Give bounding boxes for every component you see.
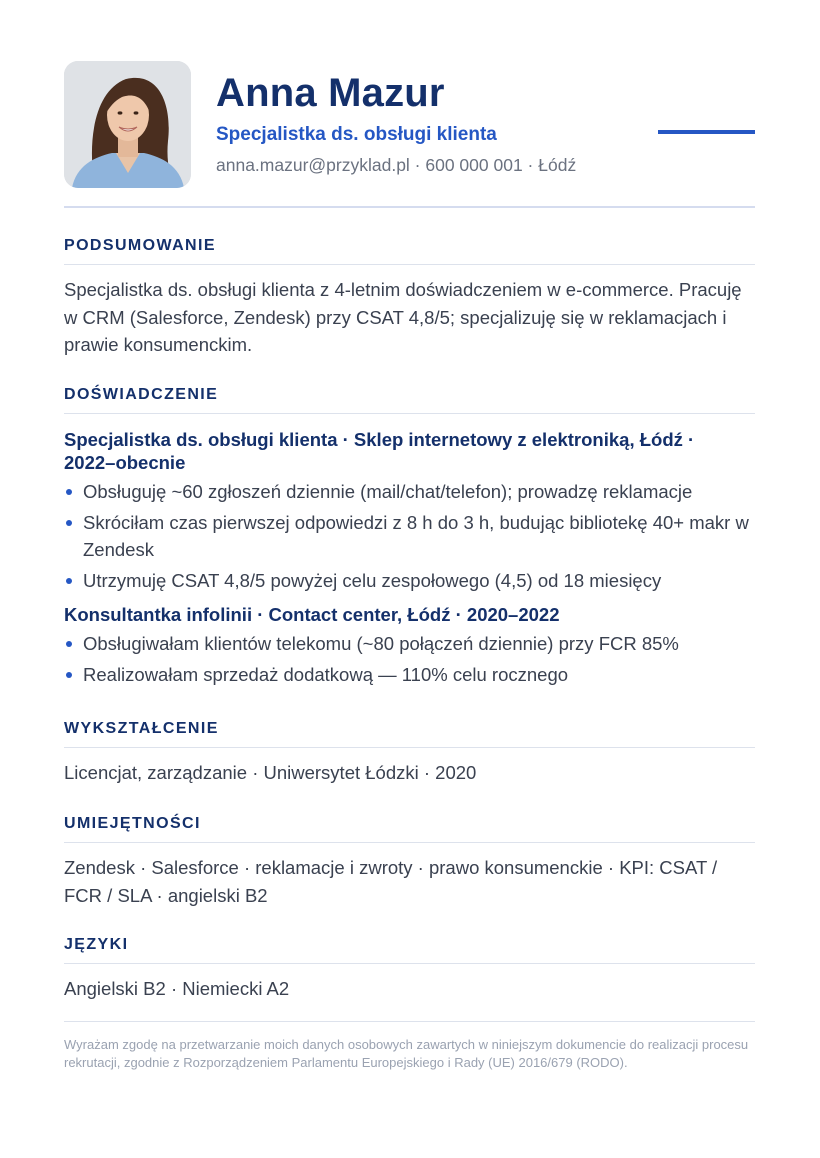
section-divider — [64, 413, 755, 414]
bullet-dot — [66, 489, 72, 495]
job-header: Specjalistka ds. obsługi klienta · Sklep internetowy z elektroniką, Łódź · 2022–obecnie — [64, 429, 695, 473]
experience-heading: DOŚWIADCZENIE — [64, 386, 219, 403]
education-heading: WYKSZTAŁCENIE — [64, 720, 219, 737]
list-item — [64, 567, 755, 594]
section-divider — [64, 747, 755, 748]
job-entry — [64, 428, 755, 594]
skills-heading: UMIEJĘTNOŚCI — [64, 815, 201, 832]
education-text: Licencjat, zarządzanie · Uniwersytet Łódzki · 2020 — [64, 762, 477, 783]
job-bullets — [64, 630, 755, 688]
bullet-dot — [66, 520, 72, 526]
candidate-name: Anna Mazur — [216, 71, 445, 115]
summary-heading: PODSUMOWANIE — [64, 237, 216, 254]
bullet-dot — [66, 641, 72, 647]
languages-text: Angielski B2 · Niemiecki A2 — [64, 978, 290, 999]
languages-heading: JĘZYKI — [64, 936, 129, 953]
list-item — [64, 630, 755, 657]
job-header: Konsultantka infolinii · Contact center, Łódź · 2020–2022 — [64, 604, 560, 625]
portrait-illustration — [64, 61, 191, 188]
section-divider — [64, 842, 755, 843]
bullet-dot — [66, 578, 72, 584]
list-item — [64, 661, 755, 688]
section-divider — [64, 963, 755, 964]
skills-section — [64, 813, 755, 909]
bullet-text: Obsługuję ~60 zgłoszeń dziennie (mail/chat/telefon); prowadzę reklamacje — [83, 481, 693, 502]
bullet-text: Realizowałam sprzedaż dodatkową — 110% celu rocznego — [83, 664, 569, 685]
gdpr-consent-clause: Wyrażam zgodę na przetwarzanie moich danych osobowych zawartych w niniejszym dokumencie do realizacji procesu rekrutacji, zgodnie z Rozporządzeniem Parlamentu Europejskiego i Rady (UE) 2016/679 (RODO). — [64, 1037, 749, 1070]
profile-photo — [64, 61, 191, 188]
experience-section — [64, 384, 755, 688]
accent-bar — [658, 130, 755, 134]
list-item — [64, 509, 755, 563]
cv-header — [64, 61, 755, 189]
job-bullets — [64, 478, 755, 594]
languages-section — [64, 934, 755, 1003]
contact-info: anna.mazur@przyklad.pl · 600 000 001 · Łódź — [216, 155, 577, 175]
education-section — [64, 718, 755, 787]
bullet-text: Utrzymuję CSAT 4,8/5 powyżej celu zespołowego (4,5) od 18 miesięcy — [83, 570, 662, 591]
section-divider — [64, 264, 755, 265]
job-entry — [64, 603, 755, 688]
bullet-dot — [66, 672, 72, 678]
list-item — [64, 478, 755, 505]
skills-text: Zendesk · Salesforce · reklamacje i zwroty · prawo konsumenckie · KPI: CSAT / FCR / SLA · angielski B2 — [64, 857, 718, 906]
candidate-title: Specjalistka ds. obsługi klienta — [216, 124, 497, 145]
header-divider — [64, 206, 755, 208]
bullet-text: Obsługiwałam klientów telekomu (~80 połączeń dziennie) przy FCR 85% — [83, 633, 679, 654]
summary-text: Specjalistka ds. obsługi klienta z 4-letnim doświadczeniem w e-commerce. Pracuję w CRM (Salesforce, Zendesk) przy CSAT 4,8/5; specjalizuję się w reklamacjach i prawie konsumenckim. — [64, 279, 742, 355]
bullet-text: Skróciłam czas pierwszej odpowiedzi z 8 h do 3 h, budując bibliotekę 40+ makr w Zendesk — [83, 512, 749, 560]
footer-divider — [64, 1021, 755, 1022]
summary-section — [64, 235, 755, 359]
